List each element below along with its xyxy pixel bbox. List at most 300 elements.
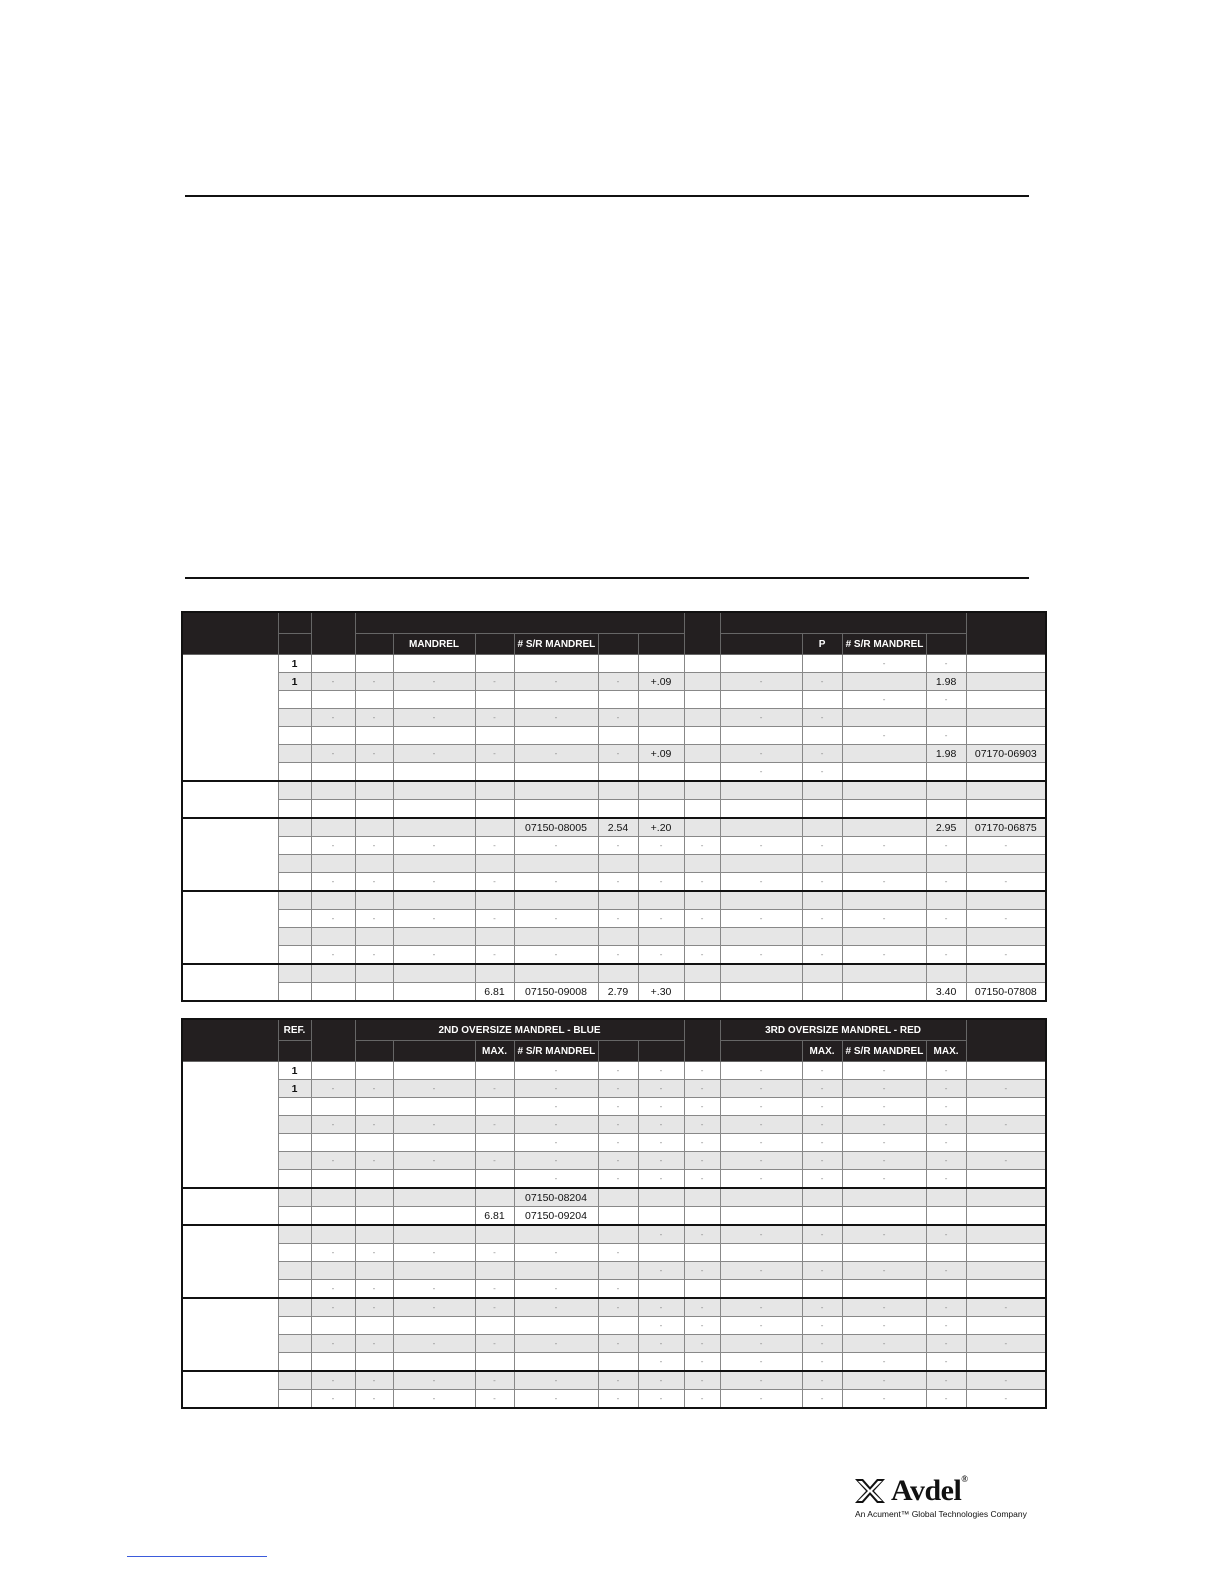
- table-cell: -: [311, 1390, 355, 1409]
- table-cell: [311, 891, 355, 910]
- table-cell: [514, 781, 598, 800]
- table-cell: [278, 873, 311, 892]
- table-cell: 07170-06875: [966, 818, 1046, 837]
- table-cell: [278, 763, 311, 782]
- table-cell: [966, 1170, 1046, 1189]
- table-cell: -: [720, 763, 802, 782]
- table-cell: -: [355, 1116, 393, 1134]
- table-cell: [311, 1207, 355, 1226]
- table-cell: [966, 800, 1046, 819]
- table-cell: -: [638, 873, 684, 892]
- table-cell: 2.95: [926, 818, 966, 837]
- header-sub: [598, 634, 638, 655]
- table-cell: [475, 818, 514, 837]
- table-cell: -: [926, 655, 966, 673]
- table-cell: -: [926, 1170, 966, 1189]
- table-cell: -: [514, 1390, 598, 1409]
- table-row: [182, 1298, 1046, 1317]
- table-cell: -: [311, 946, 355, 965]
- table-cell: -: [842, 1170, 926, 1189]
- table-cell: [393, 983, 475, 1002]
- table-cell: -: [514, 946, 598, 965]
- table-cell: -: [355, 1335, 393, 1353]
- table-cell: 2.79: [598, 983, 638, 1002]
- table-cell: -: [638, 1317, 684, 1335]
- table-cell: -: [355, 1280, 393, 1299]
- table-cell: [393, 727, 475, 745]
- table-cell: [966, 691, 1046, 709]
- table-cell: -: [355, 1152, 393, 1170]
- table-cell: [475, 1262, 514, 1280]
- table-cell: [355, 964, 393, 983]
- table-cell: [278, 1280, 311, 1299]
- table-cell: -: [638, 1353, 684, 1372]
- table-cell: -: [842, 1371, 926, 1390]
- header-ref-sub: [278, 634, 311, 655]
- table-cell: -: [355, 1371, 393, 1390]
- table-cell: -: [966, 1390, 1046, 1409]
- table-cell: [514, 655, 598, 673]
- table-cell: [598, 781, 638, 800]
- table-cell: -: [638, 1062, 684, 1080]
- table-cell: [514, 1225, 598, 1244]
- series-group-cell: [182, 655, 278, 782]
- table-cell: -: [598, 837, 638, 855]
- table-cell: [720, 655, 802, 673]
- table-cell: [638, 781, 684, 800]
- header-sub: [355, 634, 393, 655]
- table-cell: +.09: [638, 745, 684, 763]
- table-cell: [393, 1262, 475, 1280]
- avdel-logo: [855, 1476, 1025, 1522]
- table-cell: [598, 691, 638, 709]
- table-cell: [278, 1335, 311, 1353]
- table-cell: -: [355, 1080, 393, 1098]
- table-cell: -: [393, 1390, 475, 1409]
- table-cell: [598, 1207, 638, 1226]
- table-row: [182, 983, 1046, 1002]
- table-cell: -: [355, 1298, 393, 1317]
- table-cell: -: [393, 946, 475, 965]
- table-cell: -: [842, 1390, 926, 1409]
- header-sub: [720, 1041, 802, 1062]
- table-cell: [966, 891, 1046, 910]
- table-cell: -: [393, 673, 475, 691]
- table-cell: -: [802, 1371, 842, 1390]
- table-row: [182, 946, 1046, 965]
- table-cell: -: [720, 1225, 802, 1244]
- table-cell: [842, 781, 926, 800]
- table-cell: [311, 964, 355, 983]
- logo-wordmark: Avdel®: [891, 1474, 968, 1507]
- table-cell: [926, 709, 966, 727]
- table-cell: [720, 1280, 802, 1299]
- table-cell: [311, 855, 355, 873]
- table-cell: -: [598, 709, 638, 727]
- header-col-a: [311, 612, 355, 655]
- table-cell: -: [598, 1152, 638, 1170]
- table-cell: [278, 1116, 311, 1134]
- table-cell: -: [684, 1298, 720, 1317]
- table-cell: -: [842, 1134, 926, 1152]
- table-cell: -: [393, 709, 475, 727]
- table-cell: -: [802, 1225, 842, 1244]
- table-cell: [842, 800, 926, 819]
- table-cell: [684, 727, 720, 745]
- table-cell: -: [842, 873, 926, 892]
- table-cell: -: [966, 1298, 1046, 1317]
- table-cell: -: [514, 1244, 598, 1262]
- table-cell: [278, 1390, 311, 1409]
- table-cell: -: [598, 910, 638, 928]
- table-cell: [598, 1225, 638, 1244]
- table-cell: -: [802, 837, 842, 855]
- table-cell: [720, 818, 802, 837]
- table-cell: -: [842, 910, 926, 928]
- header-sub: [638, 1041, 684, 1062]
- table-cell: [684, 763, 720, 782]
- table-cell: [720, 891, 802, 910]
- table-cell: -: [842, 1080, 926, 1098]
- table-cell: [926, 1244, 966, 1262]
- header-mandrel-group: [355, 612, 684, 634]
- table-cell: [966, 964, 1046, 983]
- table-cell: -: [802, 763, 842, 782]
- table-cell: [393, 691, 475, 709]
- table-cell: [475, 1188, 514, 1207]
- table-cell: [638, 891, 684, 910]
- table-cell: -: [926, 1390, 966, 1409]
- table-row: [182, 763, 1046, 782]
- table-cell: [638, 655, 684, 673]
- table-cell: [802, 1280, 842, 1299]
- table-cell: -: [802, 745, 842, 763]
- table-cell: [311, 1262, 355, 1280]
- table-cell: -: [475, 673, 514, 691]
- table-cell: -: [475, 1280, 514, 1299]
- header-sub: # S/R MANDREL: [842, 1041, 926, 1062]
- table-cell: [842, 1280, 926, 1299]
- table-cell: -: [311, 837, 355, 855]
- table-cell: [355, 1353, 393, 1372]
- table-cell: -: [684, 1262, 720, 1280]
- table-cell: [720, 781, 802, 800]
- table-cell: -: [393, 1298, 475, 1317]
- table-cell: -: [684, 1170, 720, 1189]
- table-row: [182, 1098, 1046, 1116]
- table-cell: [966, 1244, 1046, 1262]
- table-cell: -: [720, 1262, 802, 1280]
- table-cell: -: [393, 1280, 475, 1299]
- table-cell: -: [393, 910, 475, 928]
- table-cell: -: [598, 1371, 638, 1390]
- table-cell: [475, 1317, 514, 1335]
- table-cell: [926, 1188, 966, 1207]
- table-cell: [278, 891, 311, 910]
- table-cell: [475, 763, 514, 782]
- table-cell: [355, 1207, 393, 1226]
- table-cell: -: [514, 1098, 598, 1116]
- table-cell: [720, 983, 802, 1002]
- table-cell: 2.54: [598, 818, 638, 837]
- header-part-number: [966, 612, 1046, 655]
- table-cell: -: [598, 745, 638, 763]
- table-cell: [355, 1317, 393, 1335]
- header-sub: P: [802, 634, 842, 655]
- table-cell: -: [355, 946, 393, 965]
- table-row: [182, 673, 1046, 691]
- table-cell: 6.81: [475, 1207, 514, 1226]
- table-cell: [475, 727, 514, 745]
- table-cell: -: [926, 837, 966, 855]
- table-cell: [638, 727, 684, 745]
- table-row: [182, 1207, 1046, 1226]
- table-cell: -: [638, 1390, 684, 1409]
- table-cell: [278, 855, 311, 873]
- table-cell: [926, 800, 966, 819]
- table-cell: -: [966, 1080, 1046, 1098]
- table-cell: [355, 800, 393, 819]
- table-cell: -: [598, 1098, 638, 1116]
- table-cell: -: [475, 1116, 514, 1134]
- table-cell: -: [802, 1098, 842, 1116]
- table-cell: [278, 1188, 311, 1207]
- table-cell: -: [514, 745, 598, 763]
- table-cell: 07170-06903: [966, 745, 1046, 763]
- table-cell: -: [802, 1170, 842, 1189]
- table-cell: [278, 1098, 311, 1116]
- table-cell: -: [355, 910, 393, 928]
- table-cell: -: [598, 1134, 638, 1152]
- table-cell: -: [926, 1335, 966, 1353]
- table-cell: -: [311, 673, 355, 691]
- table-cell: -: [514, 1134, 598, 1152]
- table-cell: -: [598, 1335, 638, 1353]
- table-cell: [966, 1262, 1046, 1280]
- table-cell: -: [966, 837, 1046, 855]
- avdel-mark-icon: [855, 1479, 885, 1503]
- table-cell: [966, 1317, 1046, 1335]
- table-cell: -: [842, 1353, 926, 1372]
- table-cell: -: [638, 1371, 684, 1390]
- table-cell: [638, 691, 684, 709]
- table-cell: [720, 855, 802, 873]
- table-cell: -: [475, 1371, 514, 1390]
- table-cell: [311, 655, 355, 673]
- table-cell: 1: [278, 655, 311, 673]
- table-cell: [684, 655, 720, 673]
- table-cell: -: [720, 1152, 802, 1170]
- table-cell: [842, 673, 926, 691]
- table-row: [182, 727, 1046, 745]
- table-cell: [393, 1207, 475, 1226]
- table-cell: [638, 1188, 684, 1207]
- table-cell: [311, 800, 355, 819]
- table-cell: [278, 1207, 311, 1226]
- table-cell: -: [475, 873, 514, 892]
- table-cell: -: [802, 1134, 842, 1152]
- series-group-cell: [182, 1371, 278, 1408]
- header-part-number: [966, 1019, 1046, 1062]
- table-cell: -: [720, 837, 802, 855]
- table-cell: -: [966, 1152, 1046, 1170]
- header-sub: MAX.: [802, 1041, 842, 1062]
- table-cell: -: [926, 1080, 966, 1098]
- table-cell: -: [514, 837, 598, 855]
- table-row: [182, 781, 1046, 800]
- table-cell: [393, 928, 475, 946]
- series-group-cell: [182, 1225, 278, 1298]
- table-cell: -: [684, 1225, 720, 1244]
- table-cell: [842, 745, 926, 763]
- table-cell: -: [684, 837, 720, 855]
- table-cell: [684, 1280, 720, 1299]
- footer-link-underline[interactable]: [127, 1556, 267, 1557]
- table-cell: [966, 781, 1046, 800]
- table-cell: [598, 1262, 638, 1280]
- table-cell: [311, 983, 355, 1002]
- table-cell: -: [475, 1244, 514, 1262]
- header-sub: [355, 1041, 393, 1062]
- table-cell: [638, 763, 684, 782]
- table-cell: [684, 800, 720, 819]
- header-col-b: [684, 1019, 720, 1062]
- table-cell: [278, 1152, 311, 1170]
- table-cell: -: [926, 910, 966, 928]
- table-cell: [514, 1353, 598, 1372]
- table-cell: [926, 1280, 966, 1299]
- table-cell: [311, 818, 355, 837]
- table-cell: -: [684, 1390, 720, 1409]
- table-cell: -: [393, 1335, 475, 1353]
- table-cell: [966, 1225, 1046, 1244]
- table-cell: [311, 1317, 355, 1335]
- table-cell: [802, 1188, 842, 1207]
- table-cell: [311, 763, 355, 782]
- table-cell: 1.98: [926, 673, 966, 691]
- table-cell: [598, 891, 638, 910]
- table-cell: [278, 1134, 311, 1152]
- table-cell: [684, 673, 720, 691]
- table-cell: [278, 800, 311, 819]
- table-cell: [598, 855, 638, 873]
- table-cell: [278, 818, 311, 837]
- table-cell: [514, 964, 598, 983]
- table-cell: [393, 1317, 475, 1335]
- table-cell: [684, 891, 720, 910]
- table-cell: -: [842, 946, 926, 965]
- table-cell: 07150-07808: [966, 983, 1046, 1002]
- table-row: [182, 1062, 1046, 1080]
- table-cell: 1: [278, 1062, 311, 1080]
- table-cell: -: [311, 1280, 355, 1299]
- table-cell: -: [638, 1152, 684, 1170]
- table-cell: 07150-08005: [514, 818, 598, 837]
- table-cell: [278, 1170, 311, 1189]
- table-cell: [475, 691, 514, 709]
- table-cell: -: [475, 709, 514, 727]
- table-cell: -: [514, 1170, 598, 1189]
- table-cell: [355, 983, 393, 1002]
- table-cell: [684, 1188, 720, 1207]
- table-cell: [355, 655, 393, 673]
- table-cell: -: [684, 1062, 720, 1080]
- header-sub: [475, 634, 514, 655]
- table-cell: [720, 1207, 802, 1226]
- table-row: [182, 1134, 1046, 1152]
- table-row: [182, 745, 1046, 763]
- table-cell: -: [638, 946, 684, 965]
- table-cell: [514, 800, 598, 819]
- table-cell: -: [638, 1116, 684, 1134]
- table-cell: [393, 655, 475, 673]
- table-cell: -: [475, 1152, 514, 1170]
- table-cell: 07150-09204: [514, 1207, 598, 1226]
- table-cell: -: [475, 1298, 514, 1317]
- table-cell: [684, 1207, 720, 1226]
- table-cell: -: [514, 1298, 598, 1317]
- table-cell: [311, 1353, 355, 1372]
- table-cell: -: [720, 1371, 802, 1390]
- header-sub: [393, 1041, 475, 1062]
- table-cell: [278, 1262, 311, 1280]
- table-cell: -: [842, 655, 926, 673]
- table-cell: -: [475, 1335, 514, 1353]
- table-cell: -: [514, 1080, 598, 1098]
- table-cell: [514, 1317, 598, 1335]
- table-cell: [966, 1280, 1046, 1299]
- table-cell: -: [355, 873, 393, 892]
- table-cell: [966, 928, 1046, 946]
- table-cell: -: [720, 873, 802, 892]
- table-cell: [926, 763, 966, 782]
- table-cell: [598, 1317, 638, 1335]
- table-cell: -: [311, 1371, 355, 1390]
- table-cell: -: [598, 1170, 638, 1189]
- table-cell: [926, 964, 966, 983]
- table-cell: 6.81: [475, 983, 514, 1002]
- series-group-cell: [182, 964, 278, 1001]
- table-cell: -: [638, 1262, 684, 1280]
- table-cell: [966, 709, 1046, 727]
- table-cell: [966, 1207, 1046, 1226]
- table-cell: 07150-08204: [514, 1188, 598, 1207]
- table-cell: [514, 727, 598, 745]
- table-cell: -: [966, 946, 1046, 965]
- logo-tagline: An Acument™ Global Technologies Company: [855, 1509, 1027, 1519]
- table-cell: -: [311, 709, 355, 727]
- table-cell: [684, 745, 720, 763]
- table-cell: -: [926, 946, 966, 965]
- table-cell: 3.40: [926, 983, 966, 1002]
- table-cell: -: [802, 910, 842, 928]
- table-cell: -: [966, 873, 1046, 892]
- table-cell: -: [802, 1152, 842, 1170]
- table-cell: [278, 964, 311, 983]
- header-red-group: 3RD OVERSIZE MANDREL - RED: [720, 1019, 966, 1041]
- table-cell: [278, 691, 311, 709]
- table-cell: [355, 1062, 393, 1080]
- table-cell: [802, 655, 842, 673]
- table-cell: [598, 1188, 638, 1207]
- table-cell: [475, 781, 514, 800]
- table-cell: -: [684, 1098, 720, 1116]
- table-cell: [966, 673, 1046, 691]
- table-cell: [355, 763, 393, 782]
- table-cell: -: [926, 691, 966, 709]
- table-cell: -: [802, 873, 842, 892]
- table-cell: [355, 781, 393, 800]
